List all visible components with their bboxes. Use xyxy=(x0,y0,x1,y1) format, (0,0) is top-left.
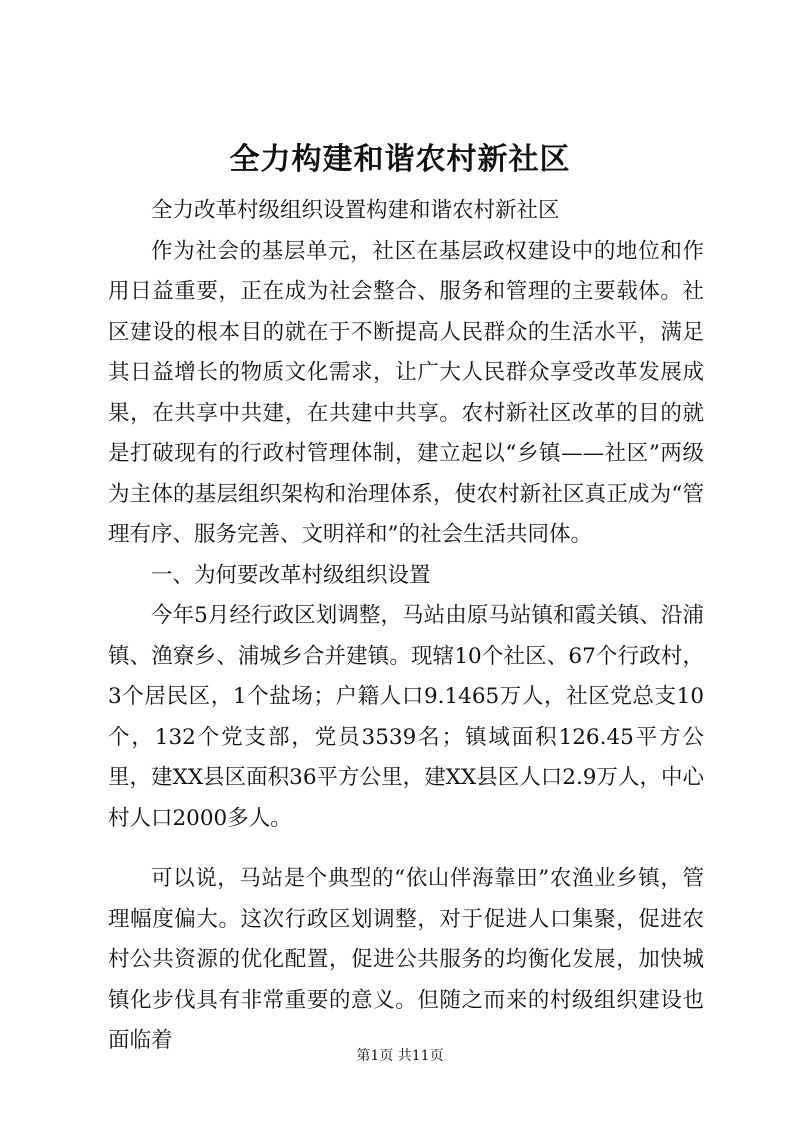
document-body xyxy=(108,191,704,1062)
body-paragraph: 作为社会的基层单元，社区在基层政权建设中的地位和作用日益重要，正在成为社会整合、服务和管理的主要载体。社区建设的根本目的就在于不断提高人民群众的生活水平，满足其日益增长的物质文化需求，让广大人民群众享受改革发展成果，在共享中共建，在共建中共享。农村新社区改革的目的就是打破现有的行政村管理体制，建立起以“乡镇——社区”两级为主体的基层组织架构和治理体系，使农村新社区真正成为“管理有序、服务完善、文明祥和”的社会生活共同体。 xyxy=(108,238,704,547)
body-paragraph: 可以说，马站是个典型的“依山伴海靠田”农渔业乡镇，管理幅度偏大。这次行政区划调整，对于促进人口集聚，促进农村公共资源的优化配置，促进公共服务的均衡化发展，加快城镇化步伐具有非常重要的意义。但随之而来的村级组织建设也面临着 xyxy=(108,866,704,1053)
page-number: 第1页 共11页 xyxy=(356,1048,444,1064)
section-heading: 一、为何要改革村级组织设置 xyxy=(151,562,431,588)
document-title: 全力构建和谐农村新社区 xyxy=(229,142,571,177)
body-paragraph: 今年5月经行政区划调整，马站由原马站镇和霞关镇、沿浦镇、渔寮乡、浦城乡合并建镇。现辖10个社区、67个行政村，3个居民区，1个盐场；户籍人口9.1465万人，社区党总支10个，132个党支部，党员3539名；镇域面积126.45平方公里，建XX县区面积36平方公里，建XX县区人口2.9万人，中心村人口2000多人。 xyxy=(108,603,704,831)
subtitle-paragraph: 全力改革村级组织设置构建和谐农村新社区 xyxy=(151,198,560,223)
